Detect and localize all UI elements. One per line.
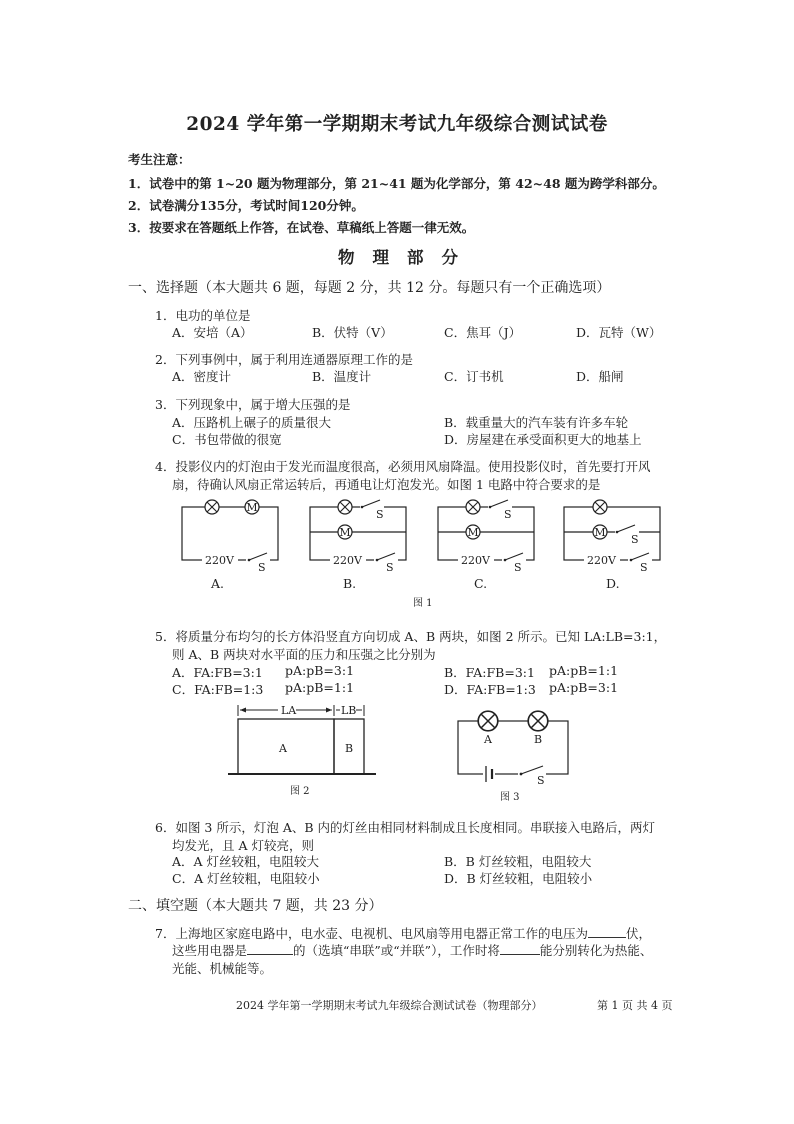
answer-blank[interactable]: [500, 943, 540, 955]
notice-heading: 考生注意：: [128, 152, 191, 167]
part2-heading: 二、填空题（本大题共 7 题，共 23 分）: [128, 898, 383, 914]
voltage-label: 220V: [333, 554, 362, 567]
q4-stem: 扇，待确认风扇正常运转后，再通电让灯泡发光。如图 1 电路中符合要求的是: [172, 477, 601, 492]
switch-label: S: [504, 508, 512, 521]
notice-item: 2．试卷满分135分，考试时间120分钟。: [128, 198, 364, 213]
circuit-c: [438, 500, 534, 574]
figure-3-circuit: [458, 711, 568, 787]
footer-exam-name: 2024 学年第一学期期末考试九年级综合测试试卷（物理部分）: [236, 999, 543, 1012]
circuit-d: [564, 500, 660, 574]
answer-blank[interactable]: [247, 943, 293, 955]
q2-stem: 2．下列事例中，属于利用连通器原理工作的是: [155, 352, 413, 367]
section-title: 物理部分: [338, 248, 476, 267]
q1-option: B．伏特（V）: [312, 325, 393, 340]
lamp-b-label: B: [533, 733, 543, 746]
circuit-label: D.: [606, 576, 620, 591]
q6-option: D．B 灯丝较粗，电阻较小: [444, 871, 593, 886]
circuit-label: A.: [211, 576, 225, 591]
q3-option: D．房屋建在承受面积更大的地基上: [444, 432, 642, 447]
q5-stem: 则 A、B 两块对水平面的压力和压强之比分别为: [172, 647, 436, 662]
la-label: LA: [281, 704, 297, 717]
q3-stem: 3．下列现象中，属于增大压强的是: [155, 397, 351, 412]
q5-stem: 5．将质量分布均匀的长方体沿竖直方向切成 A、B 两块，如图 2 所示。已知 LA:LB=3:1，: [155, 629, 667, 644]
voltage-label: 220V: [461, 554, 490, 567]
switch-label: S: [631, 533, 639, 546]
exam-title: 2024 学年第一学期期末考试九年级综合测试试卷: [186, 114, 608, 135]
footer-page-number: 第 1 页 共 4 页: [597, 999, 673, 1012]
voltage-label: 220V: [205, 554, 234, 567]
q3-option: C．书包带做的很宽: [172, 432, 282, 447]
q1-option: A．安培（A）: [172, 325, 253, 340]
q7-text: 这些用电器是: [172, 943, 248, 958]
block-b-label: B: [344, 742, 354, 755]
motor-label: M: [467, 526, 479, 539]
q6-stem: 6．如图 3 所示，灯泡 A、B 内的灯丝由相同材料制成且长度相同。串联接入电路后，两灯: [155, 820, 656, 835]
q7-text: 伏，: [625, 926, 651, 941]
figure-2-blocks: [228, 704, 376, 774]
block-a-label: A: [279, 742, 287, 755]
q1-option: D．瓦特（W）: [576, 325, 662, 340]
q3-option: B．载重量大的汽车装有许多车轮: [444, 415, 629, 430]
q7-text: 7．上海地区家庭电路中，电水壶、电视机、电风扇等用电器正常工作的电压为: [155, 926, 588, 941]
voltage-label: 220V: [587, 554, 616, 567]
lamp-icon: [338, 500, 352, 514]
figure-1-caption: 图 1: [413, 598, 433, 609]
q7-line: [172, 941, 652, 959]
q5-option-pressure: pA:pB=3:1: [549, 680, 619, 695]
q1-option: C．焦耳（J）: [444, 325, 522, 340]
switch-label: S: [514, 561, 522, 574]
answer-blank[interactable]: [588, 926, 626, 938]
q7-line: [155, 924, 651, 942]
q5-option-pressure: pA:pB=3:1: [285, 663, 355, 678]
q5-option-pressure: pA:pB=1:1: [285, 680, 355, 695]
switch-label: S: [258, 561, 266, 574]
switch-label: S: [640, 561, 648, 574]
switch-label: S: [537, 774, 545, 787]
q5-option-pressure: pA:pB=1:1: [549, 663, 619, 678]
lamp-a-label: A: [484, 733, 492, 746]
q6-option: B．B 灯丝较粗，电阻较大: [444, 854, 592, 869]
q2-option: D．船闸: [576, 369, 624, 384]
switch-label: S: [386, 561, 394, 574]
q2-option: A．密度计: [172, 369, 232, 384]
motor-label: M: [339, 526, 351, 539]
lamp-icon: [205, 500, 219, 514]
notice-item: 3．按要求在答题纸上作答，在试卷、草稿纸上答题一律无效。: [128, 220, 475, 235]
lamp-icon: [593, 500, 607, 514]
lamp-b-icon: [528, 711, 548, 731]
figure-2-caption: 图 2: [290, 786, 310, 797]
q2-option: C．订书机: [444, 369, 504, 384]
q5-option-force: C．FA:FB=1:3: [172, 682, 264, 697]
notice-item: 1．试卷中的第 1~20 题为物理部分，第 21~41 题为化学部分，第 42~48 题为跨学科部分。: [128, 176, 665, 191]
q5-option-force: D．FA:FB=1:3: [444, 682, 536, 697]
q7-text: 光能、机械能等。: [172, 961, 273, 976]
q7-text: 的（选填“串联”或“并联”），工作时将: [293, 943, 500, 958]
part1-heading: 一、选择题（本大题共 6 题，每题 2 分，共 12 分。每题只有一个正确选项）: [128, 280, 611, 296]
q6-option: C．A 灯丝较粗，电阻较小: [172, 871, 320, 886]
q7-text: 能分别转化为热能、: [539, 943, 653, 958]
q4-stem: 4．投影仪内的灯泡由于发光而温度很高，必须用风扇降温。使用投影仪时，首先要打开风: [155, 459, 651, 474]
q6-stem: 均发光，且 A 灯较亮，则: [172, 838, 314, 853]
lamp-icon: [466, 500, 480, 514]
q3-option: A．压路机上碾子的质量很大: [172, 415, 332, 430]
switch-label: S: [376, 508, 384, 521]
q1-stem: 1．电功的单位是: [155, 308, 251, 323]
motor-label: M: [246, 501, 258, 514]
figure-3-caption: 图 3: [500, 792, 520, 803]
lamp-a-icon: [478, 711, 498, 731]
q5-option-force: B．FA:FB=3:1: [444, 665, 535, 680]
circuit-label: B.: [343, 576, 357, 591]
circuit-label: C.: [474, 576, 488, 591]
q2-option: B．温度计: [312, 369, 372, 384]
motor-label: M: [594, 526, 606, 539]
circuit-a: [182, 500, 278, 574]
circuit-b: [310, 500, 406, 574]
lb-label: LB: [341, 704, 357, 717]
q6-option: A．A 灯丝较粗，电阻较大: [172, 854, 320, 869]
q5-option-force: A．FA:FB=3:1: [172, 665, 263, 680]
